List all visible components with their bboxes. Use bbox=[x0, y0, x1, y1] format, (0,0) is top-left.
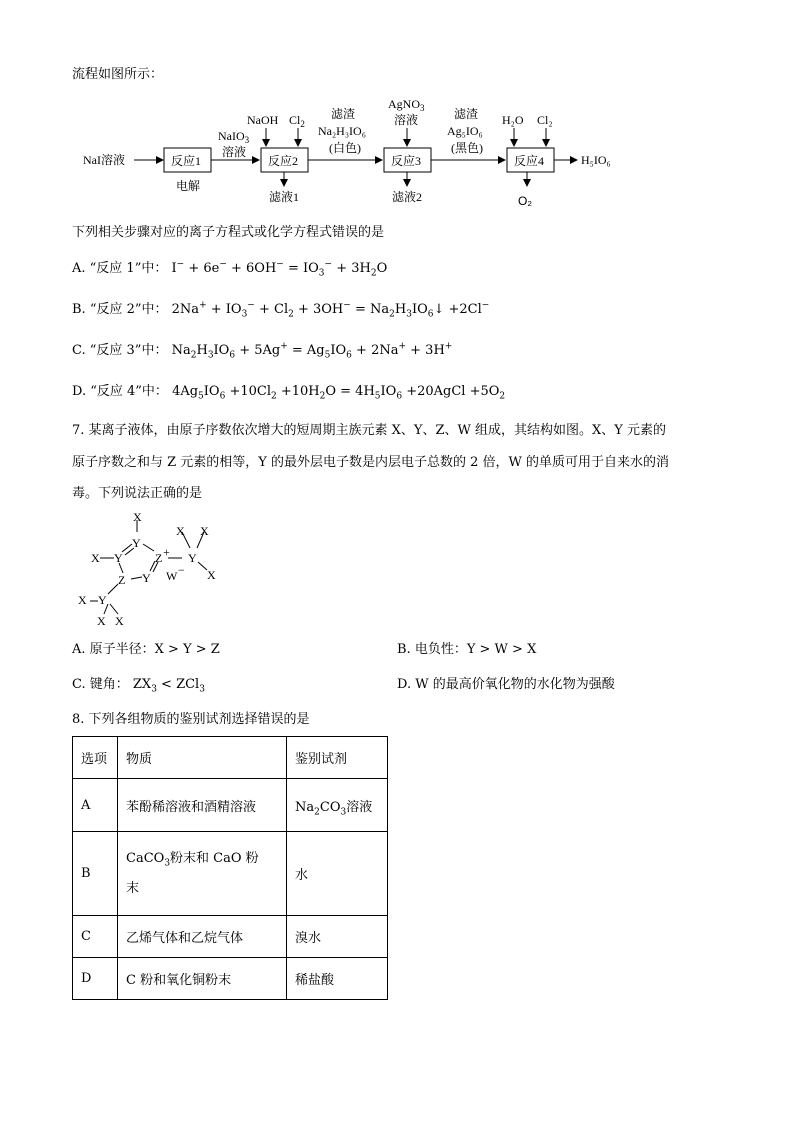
residue-2-color: (黑色) bbox=[451, 141, 483, 155]
row-b-reagent: 水 bbox=[287, 832, 388, 916]
naoh-label: NaOH bbox=[247, 113, 279, 127]
cl2-a-label: $Cl_2$ bbox=[289, 113, 305, 129]
row-d-reagent: 稀盐酸 bbox=[287, 958, 388, 1000]
q6-option-c bbox=[72, 341, 453, 361]
reagent-table bbox=[72, 736, 388, 1000]
row-b-option: B bbox=[73, 832, 118, 916]
q6-option-c-prefix: C. “反应 3”中： bbox=[72, 343, 168, 358]
agno3-label: AgNO$_3$ bbox=[388, 97, 425, 113]
atom-y-3: Y bbox=[142, 571, 151, 585]
row-d-option: D bbox=[73, 958, 118, 1000]
filtrate-1-label: 滤液1 bbox=[269, 190, 300, 204]
charge-plus: + bbox=[163, 545, 170, 559]
cl2-b-label: Cl₂ bbox=[537, 113, 553, 127]
residue-1-color: (白色) bbox=[329, 141, 361, 155]
row-d-substance: C 粉和氧化铜粉末 bbox=[118, 958, 287, 1000]
q6-option-a-equation: $I^- + 6e^- + 6OH^- = IO_3^- + 3H_2O$ bbox=[171, 259, 388, 279]
header-substance: 物质 bbox=[118, 737, 287, 779]
charge-minus: − bbox=[178, 563, 185, 577]
q7-option-a: A. 原子半径：X > Y > Z bbox=[72, 642, 220, 657]
q7-line-1: 7. 某离子液体，由原子序数依次增大的短周期主族元素 X、Y、Z、W 组成，其结构如图。X、Y 元素的 bbox=[72, 423, 667, 438]
product-label: H₅IO₆ bbox=[581, 153, 611, 167]
row-c-substance: 乙烯气体和乙烷气体 bbox=[118, 916, 287, 958]
q6-option-d-equation: $4Ag_5IO_6 +10Cl_2 +10H_2O = 4H_5IO_6$ +20AgCl $+5O_2$ bbox=[172, 384, 506, 402]
q6-option-b-prefix: B. “反应 2”中： bbox=[72, 302, 168, 317]
q6-option-d-prefix: D. “反应 4”中： bbox=[72, 384, 168, 399]
row-a-option: A bbox=[73, 779, 118, 832]
atom-x-top: X bbox=[133, 510, 142, 524]
q6-option-c-equation: $Na_2H_3IO_6 + 5Ag^+ = Ag_5IO_6 + 2Na^+ + 3H^+$ bbox=[171, 341, 453, 361]
row-a-substance: 苯酚稀溶液和酒精溶液 bbox=[118, 779, 287, 832]
atom-x-b2: X bbox=[97, 614, 106, 628]
anion-w: W bbox=[166, 569, 178, 583]
header-reagent: 鉴别试剂 bbox=[287, 737, 388, 779]
atom-y-1: Y bbox=[132, 536, 141, 550]
row-c-reagent: 溴水 bbox=[287, 916, 388, 958]
atom-y-5: Y bbox=[98, 593, 107, 607]
table-row bbox=[73, 832, 388, 916]
q6-option-b bbox=[72, 300, 490, 320]
agno3-solution-label: 溶液 bbox=[394, 113, 419, 127]
atom-z-1: Z bbox=[155, 551, 163, 565]
box-reaction-4-label: 反应4 bbox=[514, 154, 545, 168]
table-row bbox=[73, 916, 388, 958]
q8-stem: 8. 下列各组物质的鉴别试剂选择错误的是 bbox=[72, 712, 310, 727]
header-option: 选项 bbox=[73, 737, 118, 779]
intro-text: 流程如图所示： bbox=[72, 67, 164, 82]
naio3-label: NaIO$_3$ bbox=[218, 129, 250, 145]
atom-x-b1: X bbox=[78, 593, 87, 607]
residue-2-formula: Ag₅IO₆ bbox=[447, 124, 483, 138]
box-reaction-3-label: 反应3 bbox=[391, 154, 422, 168]
row-b-substance: CaCO$_3$粉末和 CaO 粉 末 bbox=[118, 832, 287, 916]
residue-2-label: 滤渣 bbox=[454, 107, 479, 121]
row-a-reagent: $Na_2CO_3$溶液 bbox=[287, 779, 388, 832]
q7-option-d: D. W 的最高价氧化物的水化物为强酸 bbox=[397, 677, 615, 692]
atom-x-b3: X bbox=[115, 614, 124, 628]
q6-option-b-equation: $2Na^+ + IO_3^- + Cl_2 + 3OH^-$ = $Na_2H_3IO_6↓ +2Cl^-$ bbox=[171, 300, 490, 320]
table-row bbox=[73, 958, 388, 1000]
q7-option-c-prefix: C. 键角： bbox=[72, 677, 129, 692]
q6-option-d bbox=[72, 384, 506, 402]
q6-stem: 下列相关步骤对应的离子方程式或化学方程式错误的是 bbox=[72, 225, 385, 240]
box-reaction-2-label: 反应2 bbox=[268, 154, 299, 168]
atom-y-2: Y bbox=[114, 551, 123, 565]
atom-x-r1: X bbox=[176, 524, 185, 538]
row-c-option: C bbox=[73, 916, 118, 958]
naio3-solution-label: 溶液 bbox=[222, 145, 247, 159]
atom-z-2: Z bbox=[118, 573, 126, 587]
residue-1-label: 滤渣 bbox=[331, 107, 356, 121]
flow-diagram bbox=[0, 0, 794, 215]
ionic-liquid-structure bbox=[70, 506, 250, 636]
flow-start: NaI溶液 bbox=[83, 153, 125, 167]
q7-option-b: B. 电负性：Y > W > X bbox=[397, 642, 537, 657]
q6-option-a-prefix: A. “反应 1”中： bbox=[72, 261, 168, 276]
atom-x-r3: X bbox=[207, 568, 216, 582]
q7-line-3: 毒。下列说法正确的是 bbox=[72, 486, 203, 501]
electrolysis-label: 电解 bbox=[176, 179, 201, 193]
q7-option-c bbox=[72, 677, 205, 695]
residue-1-formula: Na₂H₃IO₆ bbox=[318, 124, 366, 138]
atom-x-left: X bbox=[91, 551, 100, 565]
table-row bbox=[73, 779, 388, 832]
h2o-label: H₂O bbox=[502, 113, 524, 127]
filtrate-2-label: 滤液2 bbox=[392, 190, 423, 204]
atom-x-r2: X bbox=[200, 524, 209, 538]
o2-label: O₂ bbox=[518, 194, 532, 208]
table-header-row bbox=[73, 737, 388, 779]
q7-line-2: 原子序数之和与 Z 元素的相等，Y 的最外层电子数是内层电子总数的 2 倍，W 的单质可用于自来水的消 bbox=[72, 455, 670, 470]
box-reaction-1-label: 反应1 bbox=[171, 154, 202, 168]
q6-option-a bbox=[72, 259, 388, 279]
q7-option-c-formula: $ZX_3 < ZCl_3$ bbox=[132, 677, 205, 695]
atom-y-4: Y bbox=[188, 551, 197, 565]
